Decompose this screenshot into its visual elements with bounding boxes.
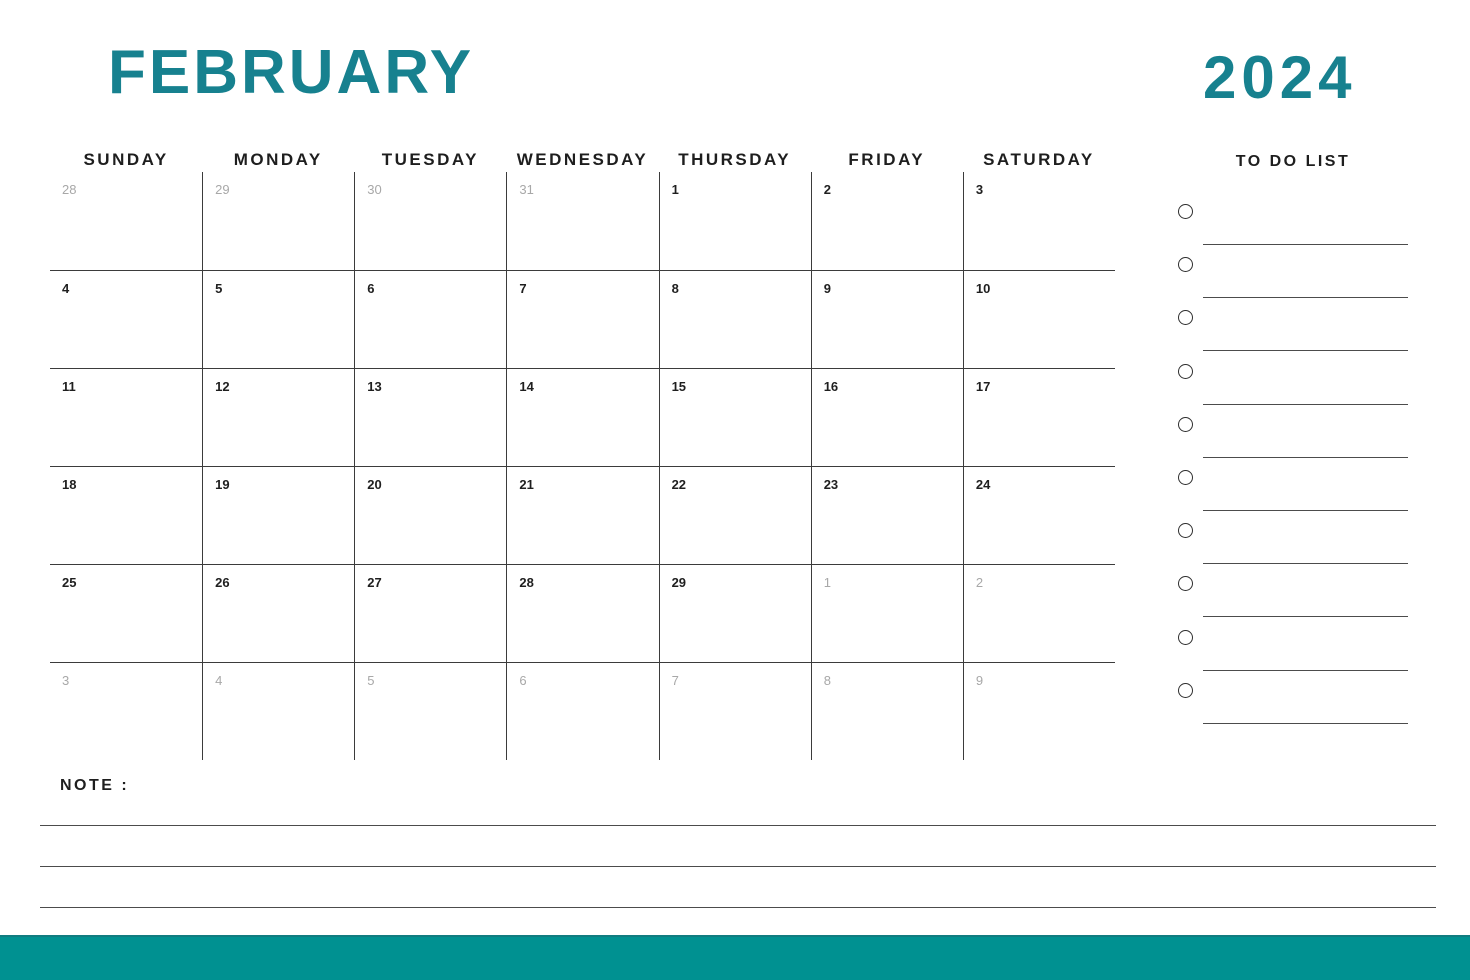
- calendar-cell[interactable]: [50, 564, 202, 662]
- note-label: NOTE :: [60, 777, 130, 794]
- todo-checkbox-icon[interactable]: [1178, 310, 1193, 325]
- todo-checkbox-icon[interactable]: [1178, 630, 1193, 645]
- todo-entry-line[interactable]: [1203, 655, 1408, 671]
- calendar-cell[interactable]: [659, 466, 811, 564]
- calendar-cell[interactable]: [659, 172, 811, 270]
- calendar-cell[interactable]: [659, 662, 811, 760]
- calendar-cell[interactable]: [354, 368, 506, 466]
- calendar-cell[interactable]: [506, 466, 658, 564]
- todo-entry-line[interactable]: [1203, 442, 1408, 458]
- calendar-date: 18: [62, 477, 77, 492]
- todo-checkbox-icon[interactable]: [1178, 204, 1193, 219]
- calendar-date: 28: [62, 182, 77, 197]
- todo-checkbox-icon[interactable]: [1178, 257, 1193, 272]
- todo-item: [1178, 204, 1408, 248]
- todo-item: [1178, 523, 1408, 567]
- footer-accent-bar: [0, 935, 1470, 980]
- calendar-cell[interactable]: [202, 466, 354, 564]
- calendar-cell[interactable]: [202, 172, 354, 270]
- todo-checkbox-icon[interactable]: [1178, 523, 1193, 538]
- day-header-saturday: SATURDAY: [983, 150, 1095, 169]
- calendar-date: 1: [671, 182, 679, 197]
- calendar-cell[interactable]: [354, 564, 506, 662]
- todo-checkbox-icon[interactable]: [1178, 576, 1193, 591]
- calendar-date: 5: [367, 673, 375, 688]
- calendar-cell[interactable]: [50, 172, 202, 270]
- calendar-cell[interactable]: [659, 270, 811, 368]
- calendar-cell[interactable]: [202, 564, 354, 662]
- day-header-tuesday: TUESDAY: [381, 150, 479, 169]
- calendar-date: 10: [975, 281, 991, 296]
- calendar-cell[interactable]: [963, 270, 1115, 368]
- calendar-cell[interactable]: [963, 564, 1115, 662]
- month-title: FEBRUARY: [108, 38, 475, 107]
- todo-item: [1178, 470, 1408, 514]
- calendar-cell[interactable]: [50, 662, 202, 760]
- calendar-date: 2: [823, 182, 831, 197]
- calendar-date: 3: [975, 182, 984, 197]
- calendar-date: 13: [367, 379, 382, 394]
- day-header-sunday: SUNDAY: [83, 150, 169, 169]
- todo-entry-line[interactable]: [1203, 601, 1408, 617]
- todo-item: [1178, 310, 1408, 354]
- calendar-date: 26: [215, 575, 230, 590]
- calendar-date: 9: [823, 281, 831, 296]
- calendar-cell[interactable]: [811, 368, 963, 466]
- todo-checkbox-icon[interactable]: [1178, 683, 1193, 698]
- todo-checkbox-icon[interactable]: [1178, 470, 1193, 485]
- calendar-date: 12: [215, 379, 230, 394]
- todo-entry-line[interactable]: [1203, 708, 1408, 724]
- todo-item: [1178, 417, 1408, 461]
- calendar-date: 29: [671, 575, 687, 590]
- calendar-cell[interactable]: [506, 564, 658, 662]
- calendar-cell[interactable]: [202, 368, 354, 466]
- calendar-date: 30: [367, 182, 382, 197]
- calendar-cell[interactable]: [963, 662, 1115, 760]
- calendar-date: 16: [823, 379, 839, 394]
- day-header-thursday: THURSDAY: [678, 150, 792, 169]
- todo-entry-line[interactable]: [1203, 548, 1408, 564]
- note-entry-line[interactable]: [40, 890, 1436, 908]
- calendar-date: 4: [62, 281, 70, 296]
- note-entry-line[interactable]: [40, 849, 1436, 867]
- calendar-cell[interactable]: [811, 564, 963, 662]
- calendar-cell[interactable]: [963, 368, 1115, 466]
- calendar-day-headers: [50, 150, 1115, 170]
- calendar-cell[interactable]: [811, 662, 963, 760]
- calendar-cell[interactable]: [202, 662, 354, 760]
- calendar-date: 2: [975, 575, 984, 590]
- calendar-cell[interactable]: [354, 466, 506, 564]
- calendar-date: 9: [975, 673, 984, 688]
- calendar-cell[interactable]: [506, 368, 658, 466]
- calendar-date: 8: [671, 281, 679, 296]
- calendar-cell[interactable]: [963, 466, 1115, 564]
- todo-item: [1178, 576, 1408, 620]
- calendar-cell[interactable]: [811, 172, 963, 270]
- calendar-cell[interactable]: [659, 368, 811, 466]
- calendar-date: 31: [519, 182, 534, 197]
- calendar-date: 7: [519, 281, 527, 296]
- todo-item: [1178, 364, 1408, 408]
- calendar-cell[interactable]: [354, 662, 506, 760]
- calendar-date: 5: [215, 281, 223, 296]
- calendar-date: 4: [215, 673, 223, 688]
- calendar-cell[interactable]: [50, 466, 202, 564]
- calendar-date: 29: [215, 182, 230, 197]
- calendar-date: 19: [215, 477, 230, 492]
- calendar-date: 24: [975, 477, 991, 492]
- todo-checkbox-icon[interactable]: [1178, 417, 1193, 432]
- todo-entry-line[interactable]: [1203, 495, 1408, 511]
- todo-entry-line[interactable]: [1203, 389, 1408, 405]
- calendar-date: 6: [519, 673, 527, 688]
- calendar-cell[interactable]: [506, 270, 658, 368]
- calendar-cell[interactable]: [50, 368, 202, 466]
- todo-entry-line[interactable]: [1203, 335, 1408, 351]
- day-header-monday: MONDAY: [233, 150, 323, 169]
- calendar-cell[interactable]: [354, 270, 506, 368]
- calendar-cell[interactable]: [50, 270, 202, 368]
- calendar-cell[interactable]: [811, 466, 963, 564]
- calendar-date: 6: [367, 281, 375, 296]
- calendar-date: 22: [671, 477, 687, 492]
- todo-item: [1178, 257, 1408, 301]
- calendar-cell[interactable]: [202, 270, 354, 368]
- calendar-date: 20: [367, 477, 382, 492]
- calendar-date: 28: [519, 575, 534, 590]
- calendar-date: 1: [823, 575, 831, 590]
- calendar-date: 8: [823, 673, 831, 688]
- todo-entry-line[interactable]: [1203, 282, 1408, 298]
- calendar-date: 7: [671, 673, 679, 688]
- year-title: 2024: [1203, 44, 1357, 111]
- calendar-cell[interactable]: [506, 172, 658, 270]
- todo-item: [1178, 683, 1408, 727]
- calendar-date: 14: [519, 379, 534, 394]
- calendar-cell[interactable]: [963, 172, 1115, 270]
- calendar-date: 27: [367, 575, 382, 590]
- calendar-cell[interactable]: [811, 270, 963, 368]
- calendar-date: 15: [671, 379, 687, 394]
- todo-checkbox-icon[interactable]: [1178, 364, 1193, 379]
- calendar-grid: [50, 172, 1115, 760]
- todo-item: [1178, 630, 1408, 674]
- calendar-cell[interactable]: [354, 172, 506, 270]
- calendar-date: 25: [62, 575, 77, 590]
- day-header-friday: FRIDAY: [848, 150, 926, 169]
- calendar-cell[interactable]: [659, 564, 811, 662]
- todo-entry-line[interactable]: [1203, 229, 1408, 245]
- day-header-wednesday: WEDNESDAY: [516, 150, 649, 169]
- calendar-date: 23: [823, 477, 839, 492]
- calendar-cell[interactable]: [506, 662, 658, 760]
- calendar-date: 21: [519, 477, 534, 492]
- calendar-date: 11: [62, 379, 76, 394]
- calendar-date: 3: [62, 673, 70, 688]
- calendar-date: 17: [975, 379, 991, 394]
- todo-list-title: TO DO LIST: [1235, 153, 1351, 170]
- note-entry-line[interactable]: [40, 808, 1436, 826]
